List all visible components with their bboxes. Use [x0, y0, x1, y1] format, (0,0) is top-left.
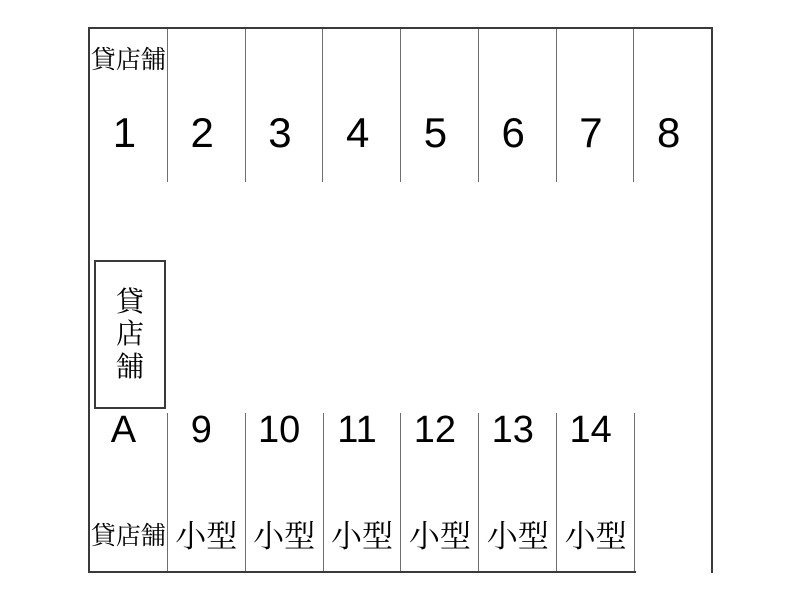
- bottom-parking-row: [90, 409, 635, 571]
- rental-shop-box-label: [116, 286, 144, 383]
- parking-space-5: [401, 29, 479, 182]
- parking-space-2: [168, 29, 246, 182]
- rental-shop-unit-a: [90, 409, 168, 571]
- space-type-label: 小型: [564, 519, 627, 554]
- parking-space-10: [246, 409, 324, 571]
- space-number-label: 11: [337, 409, 377, 451]
- space-type-label: 小型: [331, 519, 393, 554]
- rental-shop-box: [94, 260, 166, 409]
- space-number-label: 6: [501, 109, 525, 156]
- parking-space-1: [90, 29, 168, 182]
- unit-a-sub-label: 貸店舗: [90, 522, 166, 550]
- right-boundary-line: [711, 27, 713, 573]
- parking-space-7: [557, 29, 635, 182]
- rental-shop-box-char: 店: [115, 318, 144, 350]
- parking-space-9: [168, 409, 246, 571]
- rental-shop-box-char: 舗: [115, 350, 144, 382]
- parking-space-3: [246, 29, 324, 182]
- top-parking-row: [90, 29, 711, 182]
- space-number-label: 3: [268, 109, 292, 156]
- rental-shop-box-char: 貸: [115, 286, 144, 318]
- space-type-label: 小型: [486, 519, 549, 554]
- parking-space-6: [479, 29, 557, 182]
- parking-space-4: [323, 29, 401, 182]
- bottom-boundary-line: [88, 571, 636, 573]
- space-number-label: 14: [569, 409, 612, 451]
- space-number-label: 13: [491, 409, 534, 451]
- rental-shop-corner-label: 貸店舗: [90, 46, 166, 74]
- space-number-label: 8: [656, 109, 681, 156]
- parking-space-11: [324, 409, 402, 571]
- unit-a-label: A: [110, 409, 137, 451]
- parking-space-13: [479, 409, 557, 571]
- parking-space-14: [557, 409, 635, 571]
- space-number-label: 9: [190, 409, 212, 451]
- space-type-label: 小型: [253, 519, 316, 554]
- space-number-label: 10: [258, 409, 301, 451]
- parking-space-12: [401, 409, 479, 571]
- space-number-label: 5: [423, 109, 448, 156]
- space-number-label: 1: [112, 109, 137, 156]
- space-number-label: 2: [190, 109, 214, 156]
- space-number-label: 7: [579, 109, 603, 156]
- space-number-label: 12: [413, 409, 456, 451]
- space-number-label: 4: [345, 109, 370, 156]
- parking-space-8: [634, 29, 711, 182]
- space-type-label: 小型: [408, 519, 471, 554]
- space-type-label: 小型: [175, 519, 238, 554]
